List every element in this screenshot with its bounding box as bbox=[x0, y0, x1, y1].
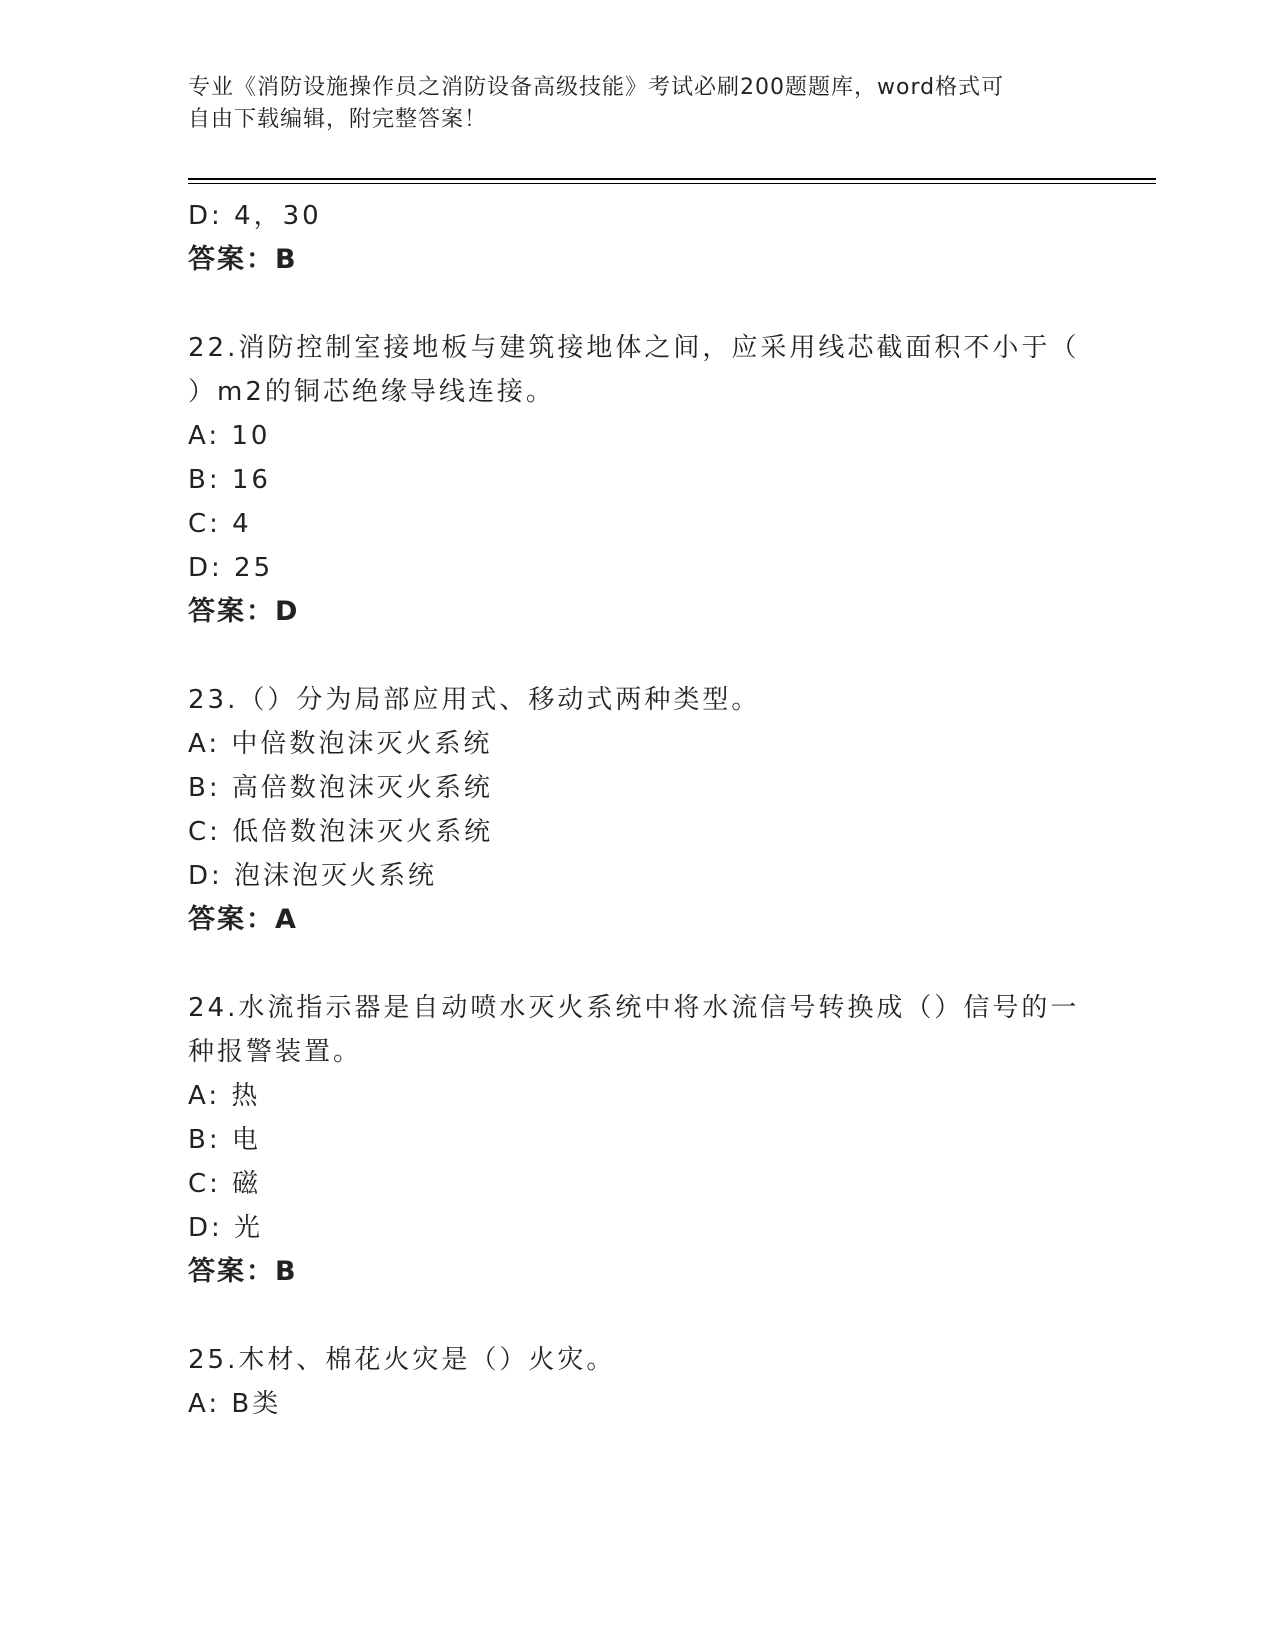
option-a: A: B类 bbox=[188, 1389, 282, 1419]
question-stem: 22.消防控制室接地板与建筑接地体之间，应采用线芯截面积不小于（ bbox=[188, 333, 1080, 363]
question-stem: 24.水流指示器是自动喷水灭火系统中将水流信号转换成（）信号的一 bbox=[188, 993, 1080, 1023]
option-d: D: 25 bbox=[188, 553, 274, 583]
option-d: D: 泡沫泡灭火系统 bbox=[188, 861, 438, 891]
page-header bbox=[188, 72, 1068, 136]
answer-label: 答案：A bbox=[188, 904, 298, 935]
answer-label: 答案：B bbox=[188, 1256, 298, 1287]
question-stem-continued: 种报警装置。 bbox=[188, 1037, 363, 1067]
option-c: C: 4 bbox=[188, 509, 252, 539]
option-a: A: 中倍数泡沫灭火系统 bbox=[188, 729, 493, 759]
header-divider-thick bbox=[188, 178, 1156, 180]
header-divider-thin bbox=[188, 183, 1156, 184]
option-d: D: 4，30 bbox=[188, 201, 322, 231]
header-line-2: 自由下载编辑，附完整答案！ bbox=[188, 107, 488, 132]
option-a: A: 10 bbox=[188, 421, 271, 451]
option-d: D: 光 bbox=[188, 1213, 264, 1243]
option-a: A: 热 bbox=[188, 1081, 261, 1111]
option-b: B: 电 bbox=[188, 1125, 261, 1155]
option-b: B: 16 bbox=[188, 465, 271, 495]
option-c: C: 磁 bbox=[188, 1169, 262, 1199]
answer-label: 答案：B bbox=[188, 244, 298, 275]
header-line-1: 专业《消防设施操作员之消防设备高级技能》考试必刷200题题库，word格式可 bbox=[188, 75, 1005, 100]
option-b: B: 高倍数泡沫灭火系统 bbox=[188, 773, 493, 803]
question-stem-continued: ）m2的铜芯绝缘导线连接。 bbox=[188, 377, 555, 407]
answer-label: 答案：D bbox=[188, 596, 300, 627]
question-stem: 25.木材、棉花火灾是（）火灾。 bbox=[188, 1345, 616, 1375]
option-c: C: 低倍数泡沫灭火系统 bbox=[188, 817, 494, 847]
question-stem: 23.（）分为局部应用式、移动式两种类型。 bbox=[188, 685, 761, 715]
